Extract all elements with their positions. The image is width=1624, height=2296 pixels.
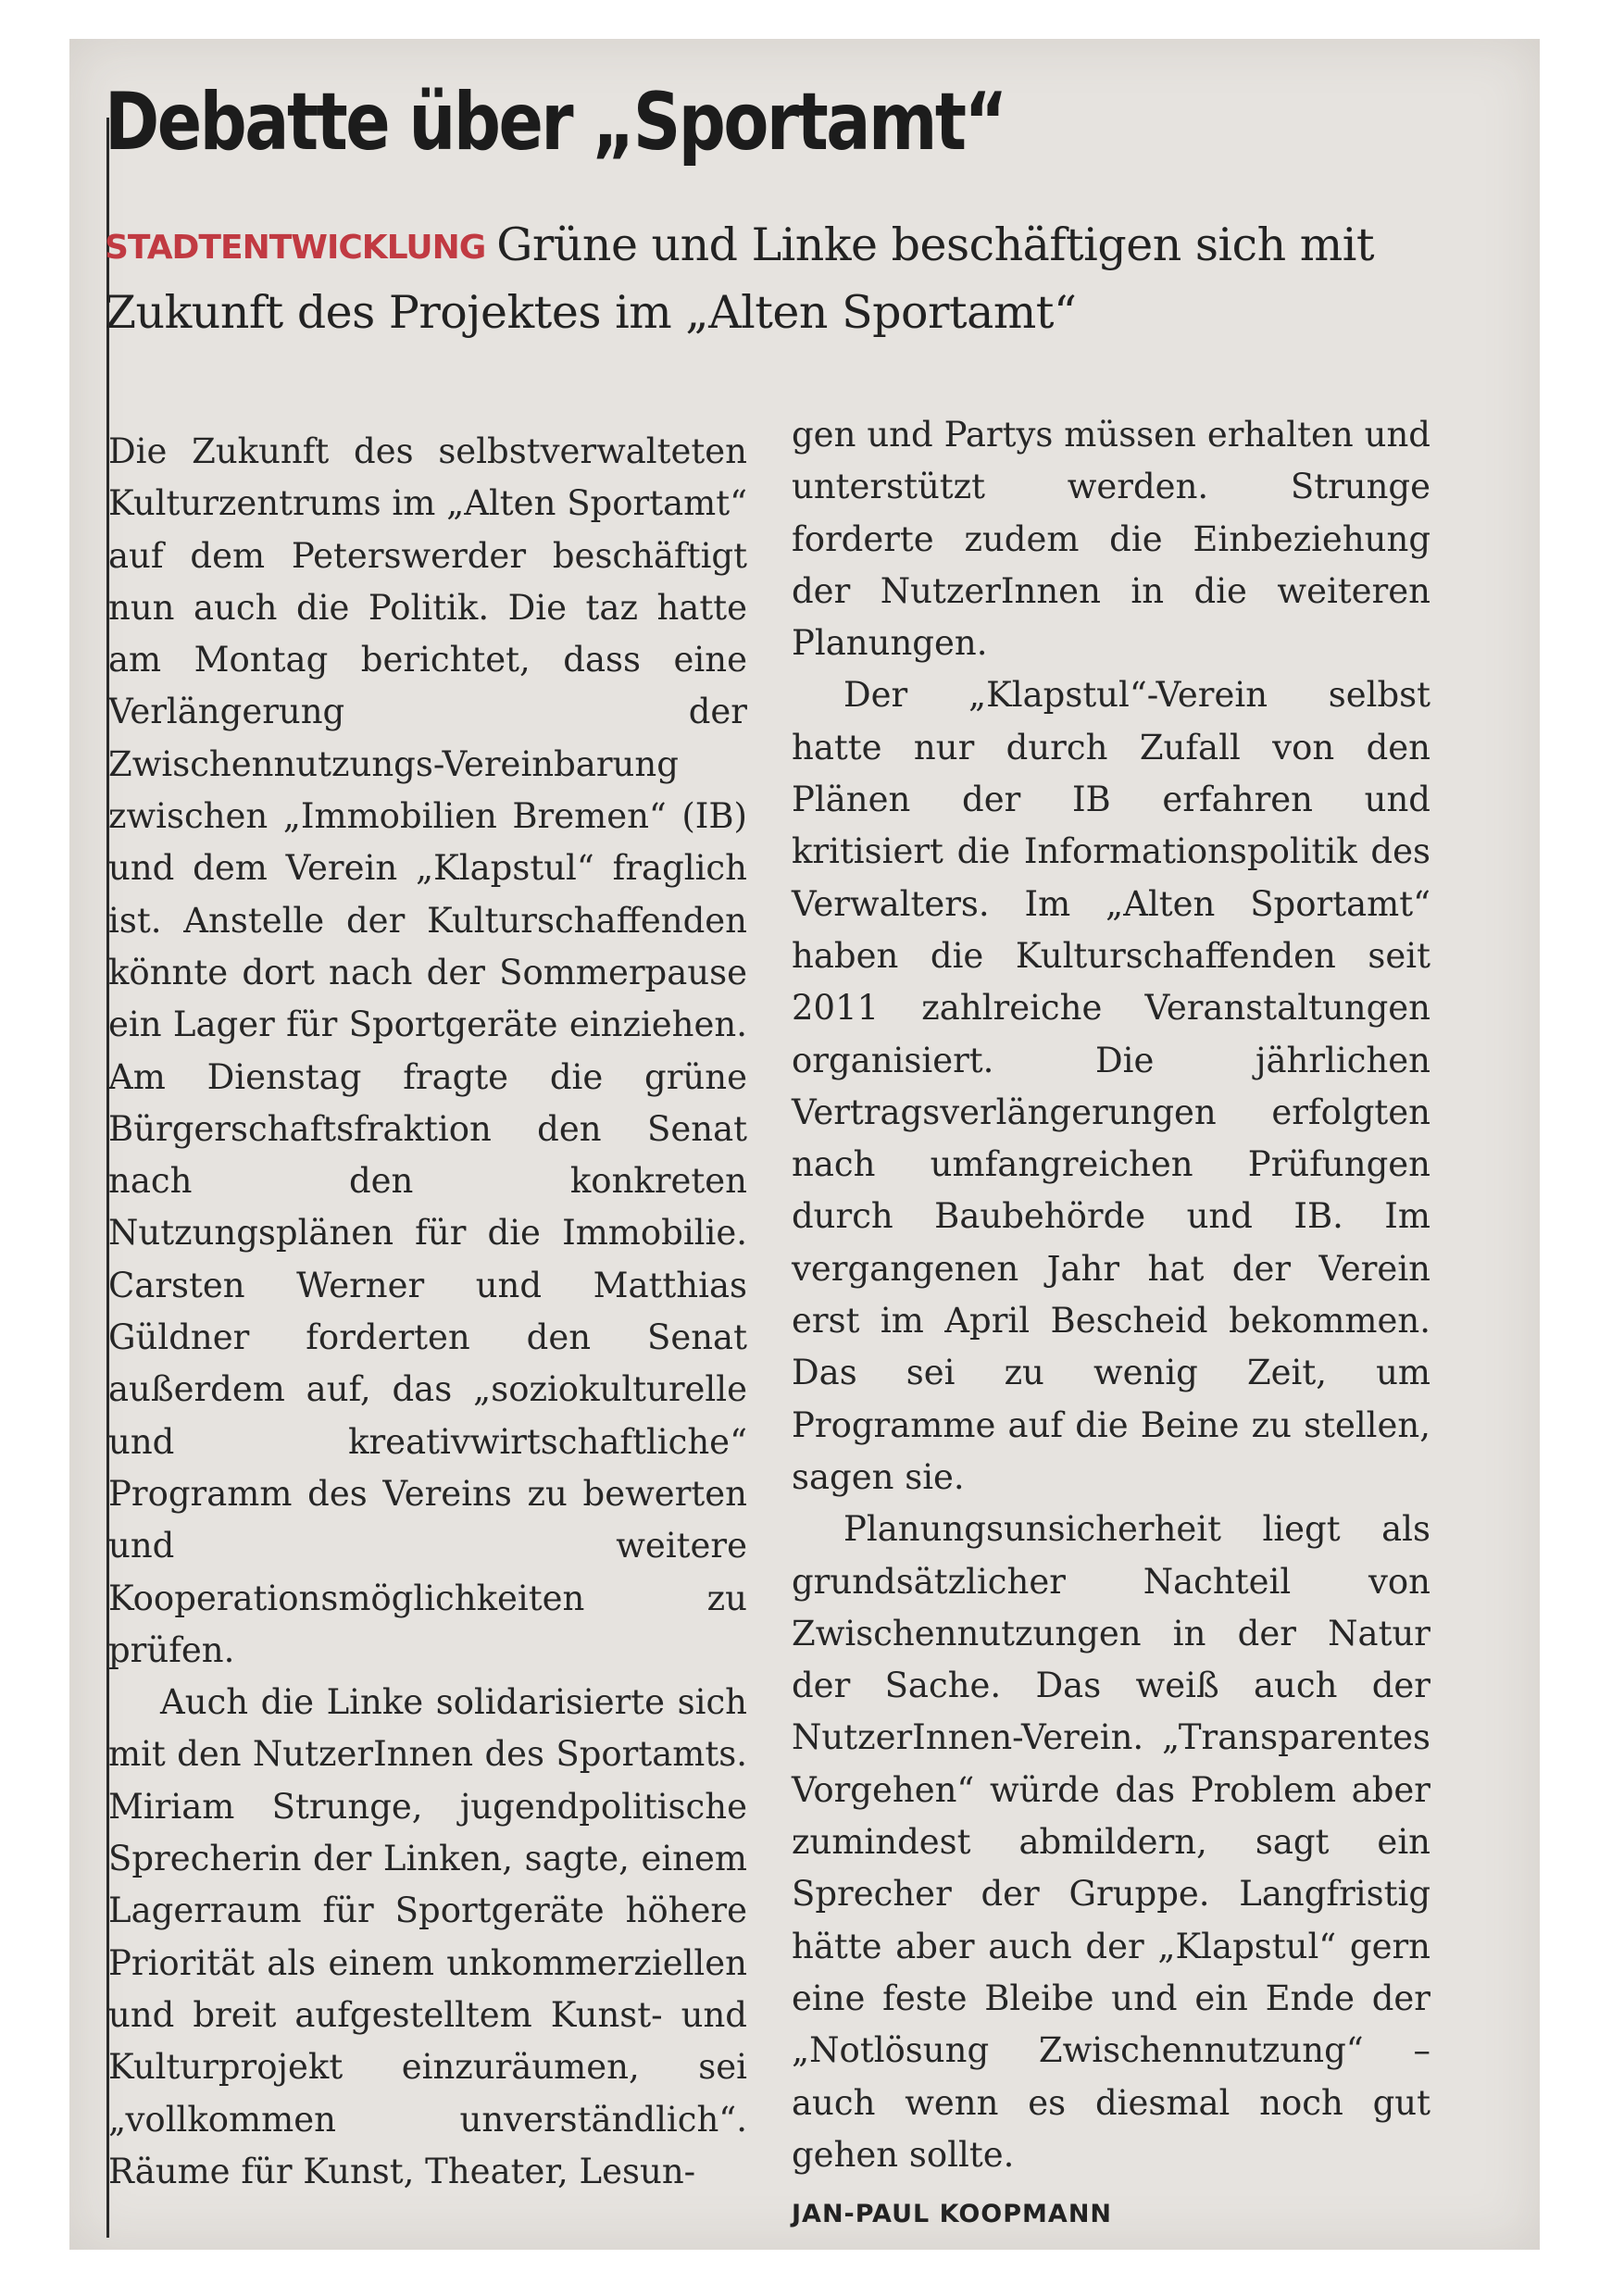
author-byline: JAN-PAUL KOOPMANN — [792, 2200, 1113, 2229]
subheadline: Grüne und Linke beschäftigen sich mit Zukunft des Projektes im „Alten Sportamt“ — [105, 218, 1375, 339]
paragraph-4: Der „Klapstul“-Verein selbst hatte nur durch Zufall von den Plänen der IB erfahren und kritisiert die Informationspolitik des Verwalters. Im „Alten Sportamt“ haben die Kulturschaffenden seit 2011 zahlreiche Veranstaltungen organisiert. Die jährlichen Vertragsverlängerungen erfolgten nach umfangreichen Prüfungen durch Baubehörde und IB. Im vergangenen Jahr hat der Verein erst im April Bescheid bekommen. Das sei zu wenig Zeit, um Programme auf die Beine zu stellen, sagen sie. — [792, 675, 1430, 1497]
kicker-label: STADTENTWICKLUNG — [105, 229, 486, 267]
subheadline-block — [105, 213, 1438, 345]
paragraph-2: Auch die Linke solidarisierte sich mit den NutzerInnen des Sportamts. Miriam Strunge, jugendpolitische Sprecherin der Linken, sagte, einem Lagerraum für Sportgeräte höhere Priorität als einem unkommerziellen und breit aufgestelltem Kunst- und Kulturprojekt einzuräumen, sei „vollkommen unverständlich“. Räume für Kunst, Theater, Lesun- — [108, 1682, 747, 2191]
newspaper-clipping — [69, 39, 1540, 2250]
article-column-left — [108, 426, 747, 2198]
paragraph-5: Planungsunsicherheit liegt als grundsätzlicher Nachteil von Zwischennutzungen in der Natur der Sache. Das weiß auch der NutzerInnen-Verein. „Transparentes Vorgehen“ würde das Problem aber zumindest abmildern, sagt ein Sprecher der Gruppe. Langfristig hätte aber auch der „Klapstul“ gern eine feste Bleibe und ein Ende der „Notlösung Zwischennutzung“ – auch wenn es diesmal noch gut gehen sollte. — [792, 1509, 1430, 2175]
paragraph-3: gen und Partys müssen erhalten und unterstützt werden. Strunge forderte zudem die Einbeziehung der NutzerInnen in die weiteren Planungen. — [792, 415, 1430, 664]
headline: Debatte über „Sportamt“ — [105, 76, 1006, 168]
article-column-right — [792, 409, 1430, 2240]
paragraph-1: Die Zukunft des selbstverwalteten Kulturzentrums im „Alten Sportamt“ auf dem Peterswerder beschäftigt nun auch die Politik. Die taz hatte am Montag berichtet, dass eine Verlängerung der Zwischennutzungs-Vereinbarung zwischen „Immobilien Bremen“ (IB) und dem Verein „Klapstul“ fraglich ist. Anstelle der Kulturschaffenden könnte dort nach der Sommerpause ein Lager für Sportgeräte einziehen. Am Dienstag fragte die grüne Bürgerschaftsfraktion den Senat nach den konkreten Nutzungsplänen für die Immobilie. Carsten Werner und Matthias Güldner forderten den Senat außerdem auf, das „soziokulturelle und kreativwirtschaftliche“ Programm des Vereins zu bewerten und weitere Kooperationsmöglichkeiten zu prüfen. — [108, 431, 747, 1670]
